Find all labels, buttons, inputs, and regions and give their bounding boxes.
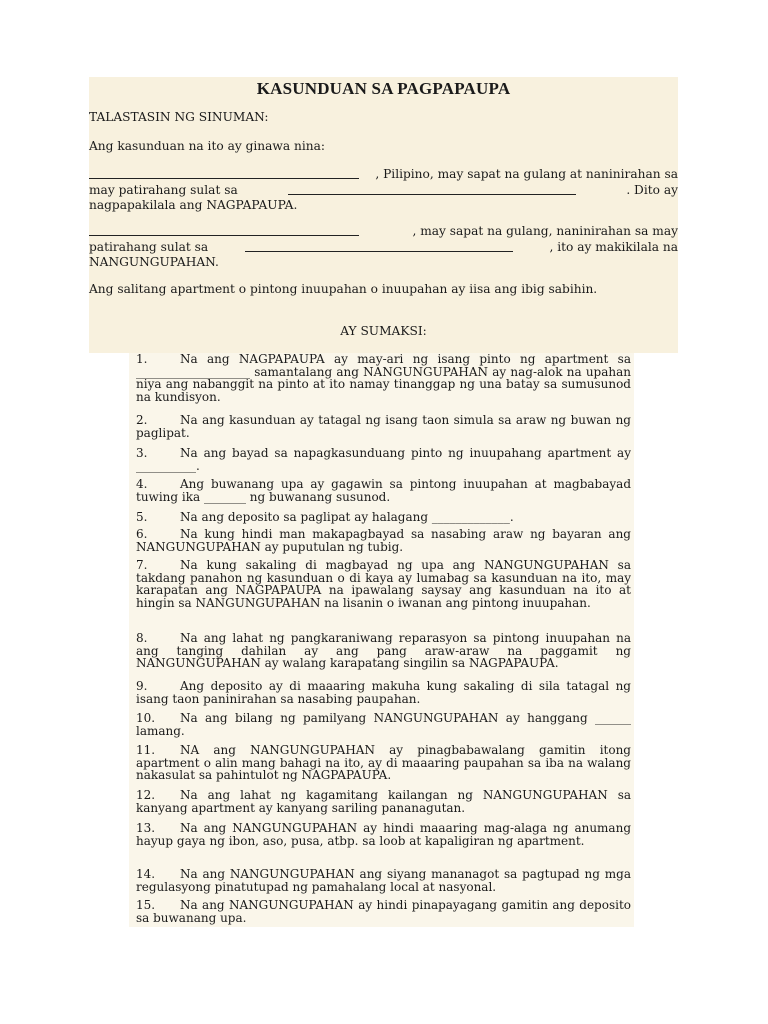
list-item: 3. Na ang bayad sa napagkasunduang pinto ng inuupahang apartment ay __________. — [136, 446, 631, 473]
list-item: 6. Na kung hindi man makapagbayad sa nasabing araw ng bayaran ang NANGUNGUPAHAN ay puputulan ng tubig. — [136, 527, 631, 554]
document-title: KASUNDUAN SA PAGPAPAUPA — [256, 79, 511, 98]
party2-line1: , may sapat na gulang, naninirahan sa may — [412, 224, 678, 238]
list-item: 5. Na ang deposito sa paglipat ay halagang _____________. — [136, 510, 514, 524]
intro-text: Ang kasunduan na ito ay ginawa nina: — [89, 139, 325, 153]
address-blank[interactable] — [288, 183, 576, 195]
ay-sumaksi-heading: AY SUMAKSI: — [340, 324, 427, 338]
talastasin-heading: TALASTASIN NG SINUMAN: — [89, 110, 269, 124]
party2-line2-after: , ito ay makikilala na — [549, 239, 678, 254]
list-item: 15. Na ang NANGUNGUPAHAN ay hindi pinapayagang gamitin ang deposito sa buwanang upa. — [136, 898, 631, 925]
party1-line2-after: . Dito ay — [626, 182, 678, 197]
list-item: 8. Na ang lahat ng pangkaraniwang reparasyon sa pintong inuupahan na ang tanging dahilan ay ang pang araw-araw na paggamit ng NANGUNGUPAHAN ay walang karapatang singilin sa NAGPAPAUPA. — [136, 631, 631, 671]
party1-line3: nagpapakilala ang NAGPAPAUPA. — [89, 198, 298, 212]
list-item: 11. NA ang NANGUNGUPAHAN ay pinagbabawalang gamitin itong apartment o alin mang bahagi na ito, ay di maaaring paupahan sa iba na walang nakasulat sa pahintulot ng NAGPAPAUPA. — [136, 743, 631, 783]
party2-line3: NANGUNGUPAHAN. — [89, 255, 219, 269]
definition-text: Ang salitang apartment o pintong inuupahan o inuupahan ay iisa ang ibig sabihin. — [89, 282, 598, 296]
party-nangungupahan — [89, 224, 678, 271]
list-item: 4. Ang buwanang upa ay gagawin sa pintong inuupahan at magbabayad tuwing ika _______ ng buwanang susunod. — [136, 477, 631, 504]
address-blank[interactable] — [245, 240, 513, 252]
party-nagpapaupa — [89, 167, 678, 214]
party2-line2-before: patirahang sulat sa — [89, 239, 209, 254]
list-item: 2. Na ang kasunduan ay tatagal ng isang taon simula sa araw ng buwan ng paglipat. — [136, 413, 631, 440]
list-item: 10. Na ang bilang ng pamilyang NANGUNGUPAHAN ay hanggang ______ lamang. — [136, 711, 631, 738]
list-item: 7. Na kung sakaling di magbayad ng upa ang NANGUNGUPAHAN sa takdang panahon ng kasunduan o di kaya ay lumabag sa kasunduan na ito, may karapatan ang NAGPAPAUPA na ipawalang saysay ang kasunduan na ito at hingin sa NANGUNGUPAHAN na lisanin o iwanan ang pintong inuupahan. — [136, 558, 631, 610]
name-blank[interactable] — [89, 167, 359, 179]
list-item: 14. Na ang NANGUNGUPAHAN ang siyang mananagot sa pagtupad ng mga regulasyong pinatutupad ng pamahalang local at nasyonal. — [136, 867, 631, 894]
list-item: 13. Na ang NANGUNGUPAHAN ay hindi maaaring mag-alaga ng anumang hayup gaya ng ibon, aso, pusa, atbp. sa loob at kapaligiran ng apartment. — [136, 821, 631, 848]
party1-line1: , Pilipino, may sapat na gulang at naninirahan sa — [375, 167, 678, 181]
list-item: 12. Na ang lahat ng kagamitang kailangan ng NANGUNGUPAHAN sa kanyang apartment ay kanyang sariling pananagutan. — [136, 788, 631, 815]
party1-line2-before: may patirahang sulat sa — [89, 182, 238, 197]
name-blank[interactable] — [89, 224, 359, 236]
list-item: 1. Na ang NAGPAPAUPA ay may-ari ng isang pinto ng apartment sa ___________________ samantalang ang NANGUNGUPAHAN ay nag-alok na upahan niya ang nabanggit na pinto at ito namay tinanggap ng una batay sa sumusunod na kundisyon. — [136, 352, 631, 404]
list-item: 9. Ang deposito ay di maaaring makuha kung sakaling di sila tatagal ng isang taon paninirahan sa nasabing paupahan. — [136, 679, 631, 706]
